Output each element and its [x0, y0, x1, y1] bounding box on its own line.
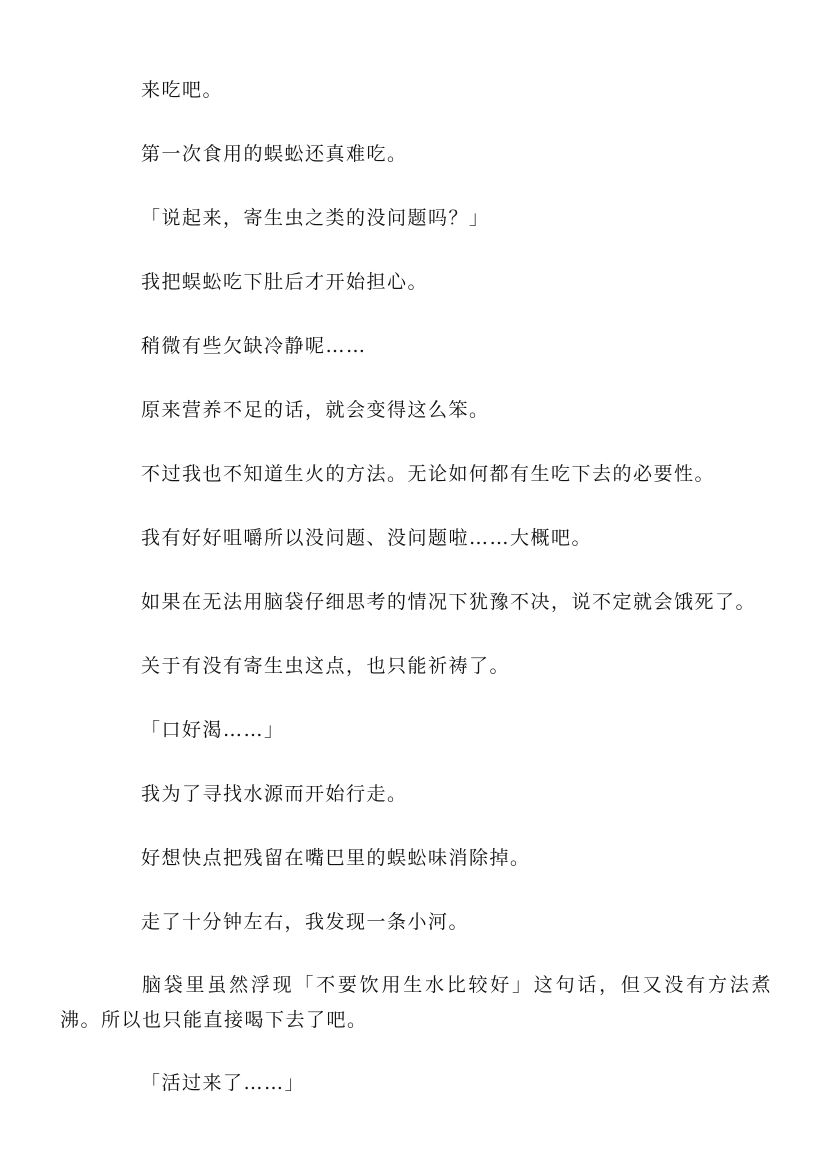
paragraph: 好想快点把残留在嘴巴里的蜈蚣味消除掉。 [141, 847, 531, 869]
paragraph: 「口好渴……」 [141, 719, 285, 741]
paragraph: 如果在无法用脑袋仔细思考的情况下犹豫不决，说不定就会饿死了。 [141, 591, 757, 613]
paragraph: 来吃吧。 [141, 79, 224, 101]
paragraph: 第一次食用的蜈蚣还真难吃。 [141, 143, 408, 165]
paragraph: 关于有没有寄生虫这点，也只能祈祷了。 [141, 655, 511, 677]
paragraph: 我为了寻找水源而开始行走。 [141, 783, 408, 805]
paragraph: 「说起来，寄生虫之类的没问题吗？」 [141, 207, 490, 229]
paragraph: 走了十分钟左右，我发现一条小河。 [141, 911, 470, 933]
paragraph: 我把蜈蚣吃下肚后才开始担心。 [141, 271, 429, 293]
paragraph: 我有好好咀嚼所以没问题、没问题啦……大概吧。 [141, 527, 593, 549]
paragraph: 「活过来了……」 [141, 1072, 306, 1094]
paragraph: 稍微有些欠缺冷静呢…… [141, 335, 367, 357]
paragraph: 不过我也不知道生火的方法。无论如何都有生吃下去的必要性。 [141, 463, 716, 485]
paragraph: 原来营养不足的话，就会变得这么笨。 [141, 399, 490, 421]
paragraph: 脑袋里虽然浮现「不要饮用生水比较好」这句话，但又没有方法煮沸。所以也只能直接喝下去了吧。 [60, 974, 772, 1031]
